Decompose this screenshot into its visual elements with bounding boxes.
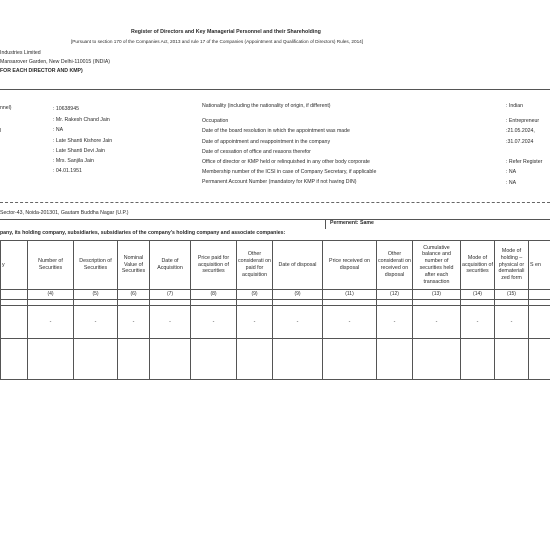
column-header: Mode of holding – physical or demateriali zed form [495, 241, 529, 290]
appointment-date-label: Date of appointment and reappointment in the company [202, 139, 331, 145]
icsi-membership-label: Membership number of the ICSI in case of Company Secretary, if applicable [202, 169, 377, 175]
table-cell: - [118, 306, 150, 339]
father-name-value: : Late Shanti Kishore Jain [53, 138, 113, 144]
table-row [1, 306, 550, 339]
dob-value: : 04.01.1951 [53, 168, 82, 174]
column-number: (4) [28, 290, 74, 300]
column-header: Nominal Value of Securities [118, 241, 150, 290]
table-cell: - [28, 306, 74, 339]
table-cell: - [150, 306, 191, 339]
holdings-heading: pany, its holding company, subsidiaries, subsidiaries of the company's holding company and associate companies: [0, 230, 286, 236]
column-number: (6) [118, 290, 150, 300]
table-cell: - [323, 306, 377, 339]
column-number: (9) [237, 290, 273, 300]
column-header: Other considerati on paid for acquisition [237, 241, 273, 290]
company-name: Industries Limited [0, 50, 41, 56]
table-cell: - [237, 306, 273, 339]
permanent-address: Permenent: Same [330, 220, 374, 226]
table-number-row [1, 290, 550, 300]
table-cell [1, 306, 28, 339]
divider-line [0, 89, 550, 90]
column-header: Number of Securities [28, 241, 74, 290]
column-number: (14) [461, 290, 495, 300]
table-cell: - [377, 306, 413, 339]
table-cell: - [495, 306, 529, 339]
section-heading: FOR EACH DIRECTOR AND KMP) [0, 68, 83, 74]
appointment-date-value: :31.07.2024 [506, 139, 534, 145]
column-header: y [1, 241, 28, 290]
table-cell: - [461, 306, 495, 339]
column-header: Description of Securities [74, 241, 118, 290]
register-subtitle: [Pursuant to section 170 of the Companies Act, 2013 and rule 17 of the Companies (Appointment and Qualification of Directors) Rules, 2014] [71, 39, 364, 44]
holdings-table [0, 240, 550, 380]
company-address: Mansarover Garden, New Delhi-110015 (INDIA) [0, 59, 111, 65]
column-header: Other considerati on received on disposal [377, 241, 413, 290]
column-number: (11) [323, 290, 377, 300]
table-cell: - [74, 306, 118, 339]
register-title: Register of Directors and Key Managerial Personnel and their Shareholding [131, 29, 321, 35]
table-row [1, 339, 550, 380]
pan-value: : NA [506, 180, 517, 186]
column-number: (8) [191, 290, 237, 300]
board-resolution-value: :21.05.2024, [506, 128, 535, 134]
board-resolution-label: Date of the board resolution in which the appointment was made [202, 128, 350, 134]
mother-name-value: : Late Shanti Devi Jain [53, 148, 105, 154]
column-header: Date of Acquisition [150, 241, 191, 290]
column-number: (5) [74, 290, 118, 300]
na-value: : NA [53, 127, 64, 133]
column-header: S en [529, 241, 550, 290]
column-number [1, 290, 28, 300]
pan-label: Permanent Account Number (mandatory for KMP if not having DIN) [202, 179, 357, 185]
label-fragment: nnel) [0, 105, 12, 111]
din-value: : 10638945 [53, 106, 79, 112]
occupation-label: Occupation [202, 118, 229, 124]
table-cell: - [191, 306, 237, 339]
occupation-value: : Entrepreneur [506, 118, 540, 124]
spouse-name-value: : Mrs. Sanjila Jain [53, 158, 94, 164]
column-header: Date of disposal [273, 241, 323, 290]
label-fragment: l [0, 128, 2, 134]
column-number [529, 290, 550, 300]
present-address: Sector-43, Noida-201301, Gautam Buddha Nagar (U.P.) [0, 210, 129, 216]
icsi-membership-value: : NA [506, 169, 517, 175]
table-cell: - [413, 306, 461, 339]
other-office-value: : Refer Register [506, 159, 543, 165]
column-header: Price paid for acquisition of securities [191, 241, 237, 290]
column-number: (12) [377, 290, 413, 300]
table-header-row [1, 241, 550, 290]
column-header: Mode of acquisition of securities [461, 241, 495, 290]
other-office-label: Office of director or KMP held or relinquished in any other body corporate [202, 159, 370, 165]
director-name-value: : Mr. Rakesh Chand Jain [53, 117, 110, 123]
cessation-label: Date of cessation of office and reasons therefor [202, 149, 311, 155]
permanent-box-left [325, 219, 326, 229]
column-header: Price received on disposal [323, 241, 377, 290]
table-cell: - [273, 306, 323, 339]
column-number: (7) [150, 290, 191, 300]
column-number: (13) [413, 290, 461, 300]
dashed-divider [0, 202, 550, 203]
nationality-label: Nationality (including the nationality of origin, if different) [202, 103, 331, 109]
column-number: (15) [495, 290, 529, 300]
column-header: Cumulative balance and number of securities held after each transaction [413, 241, 461, 290]
column-number: (9) [273, 290, 323, 300]
address-underline [0, 219, 550, 220]
table-cell [529, 306, 550, 339]
nationality-value: : Indian [506, 103, 524, 109]
